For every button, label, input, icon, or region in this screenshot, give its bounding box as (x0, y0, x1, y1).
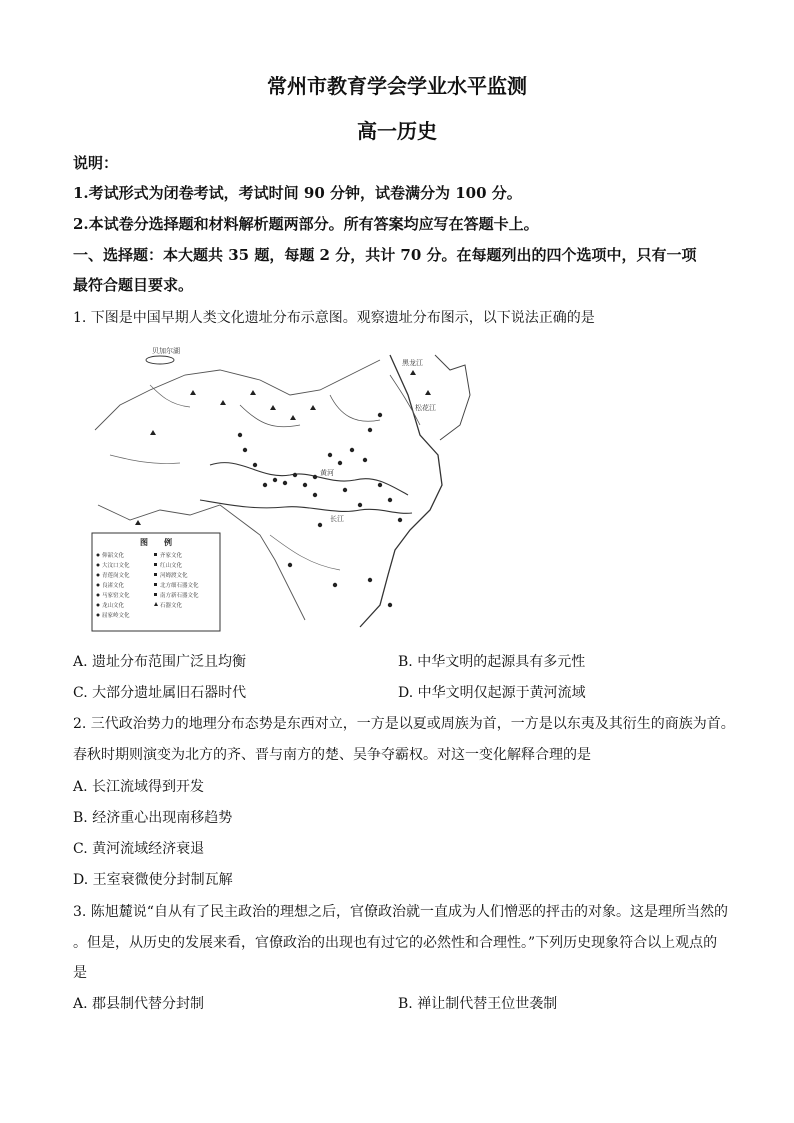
legend-item: 南方新石器文化 (160, 593, 199, 599)
question-2-stem-line-2: 春秋时期则演变为北方的齐、晋与南方的楚、吴争夺霸权。对这一变化解释合理的是 (73, 747, 591, 763)
site-marker (313, 475, 317, 479)
q3-option-a[interactable]: A. 郡县制代替分封制 (73, 996, 205, 1012)
site-marker (378, 483, 382, 487)
site-marker (328, 453, 332, 457)
section-heading-line-2: 最符合题目要求。 (73, 276, 194, 294)
legend-item: 石器文化 (160, 603, 183, 609)
legend-item: 良渚文化 (102, 583, 125, 589)
legend-item: 红山文化 (160, 563, 183, 569)
site-marker (238, 433, 242, 437)
site-marker (243, 448, 247, 452)
legend-item: 仰韶文化 (102, 553, 125, 559)
site-marker (253, 463, 257, 467)
question-3-stem-line-2: 。但是，从历史的发展来看，官僚政治的出现也有过它的必然性和合理性。”下列历史现象符合以上观点的 (73, 935, 718, 951)
site-marker (378, 413, 382, 417)
site-marker (343, 488, 347, 492)
page-title: 常州市教育学会学业水平监测 (267, 74, 527, 98)
site-marker (313, 493, 317, 497)
site-marker (318, 523, 322, 527)
site-marker (398, 518, 402, 522)
culture-site-map (90, 335, 472, 633)
q2-option-b[interactable]: B. 经济重心出现南移趋势 (73, 810, 233, 826)
instruction-line-1: 1.考试形式为闭卷考试，考试时间 90 分钟，试卷满分为 100 分。 (73, 184, 522, 202)
site-marker (263, 483, 267, 487)
q1-option-a[interactable]: A. 遗址分布范围广泛且均衡 (73, 654, 247, 670)
question-3-stem-line-3: 是 (73, 965, 87, 981)
site-marker (388, 603, 392, 607)
site-marker (368, 578, 372, 582)
legend-item: 青莲岗文化 (102, 573, 130, 579)
site-marker (303, 483, 307, 487)
map-label: 长江 (330, 515, 344, 523)
site-marker (338, 461, 342, 465)
instruction-line-2: 2.本试卷分选择题和材料解析题两部分。所有答案均应写在答题卡上。 (73, 215, 539, 233)
site-marker (363, 458, 367, 462)
q3-option-b[interactable]: B. 禅让制代替王位世袭制 (398, 996, 558, 1012)
legend-item: 马家窑文化 (102, 593, 130, 599)
map-label: 黄河 (320, 469, 334, 477)
site-marker (350, 448, 354, 452)
question-1-stem: 1. 下图是中国早期人类文化遗址分布示意图。观察遗址分布图示，以下说法正确的是 (73, 310, 595, 326)
q1-option-b[interactable]: B. 中华文明的起源具有多元性 (398, 654, 586, 670)
site-marker (358, 503, 362, 507)
site-marker (293, 473, 297, 477)
section-heading-line-1: 一、选择题：本大题共 35 题，每题 2 分，共计 70 分。在每题列出的四个选项中，只有一项 (73, 246, 697, 264)
map-label: 贝加尔湖 (152, 347, 180, 355)
site-marker (273, 478, 277, 482)
legend-item: 北方细石器文化 (160, 583, 199, 589)
q2-option-a[interactable]: A. 长江流域得到开发 (73, 779, 205, 795)
map-label: 黑龙江 (402, 359, 423, 367)
site-marker (333, 583, 337, 587)
q1-option-d[interactable]: D. 中华文明仅起源于黄河流域 (398, 685, 586, 701)
site-marker (388, 498, 392, 502)
q2-option-c[interactable]: C. 黄河流域经济衰退 (73, 841, 205, 857)
site-marker (288, 563, 292, 567)
legend-item: 大汶口文化 (102, 563, 130, 569)
q1-option-c[interactable]: C. 大部分遗址属旧石器时代 (73, 685, 247, 701)
legend-item: 屈家岭文化 (102, 613, 130, 619)
instructions-label: 说明： (73, 154, 119, 172)
legend-item: 龙山文化 (102, 603, 125, 609)
map-label: 松花江 (415, 404, 436, 412)
legend-title: 图 例 (140, 538, 172, 547)
q2-option-d[interactable]: D. 王室衰微使分封制瓦解 (73, 872, 233, 888)
legend-item: 河姆渡文化 (160, 573, 188, 579)
question-2-stem-line-1: 2. 三代政治势力的地理分布态势是东西对立，一方是以夏或周族为首，一方是以东夷及其衍生的商族为首。 (73, 716, 735, 732)
page-subtitle: 高一历史 (357, 119, 437, 143)
site-marker (283, 481, 287, 485)
legend-item: 齐家文化 (160, 553, 183, 559)
question-3-stem-line-1: 3. 陈旭麓说“自从有了民主政治的理想之后，官僚政治就一直成为人们憎恶的抨击的对象。这是理所当然的 (73, 904, 728, 920)
site-marker (368, 428, 372, 432)
